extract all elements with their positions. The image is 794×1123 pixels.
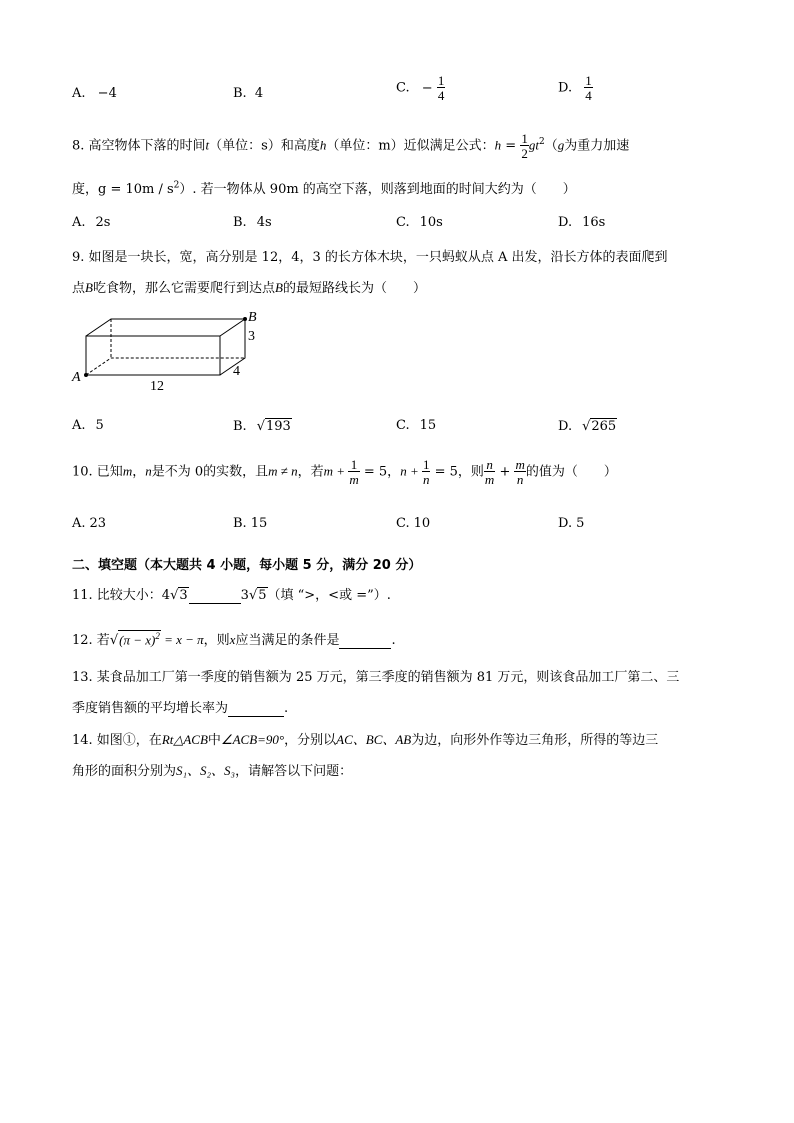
unit-exponent: 2 [173, 180, 180, 191]
expr-3-fraction-1 [484, 458, 495, 486]
label-length: 12 [150, 379, 164, 394]
sides: AC、BC、AB [336, 732, 412, 747]
q8-line-2 [72, 178, 576, 197]
q9-text: 的最短路线长为（ ） [282, 281, 426, 296]
q12-text: 12. 若 [72, 633, 110, 648]
option-letter: B. [233, 419, 247, 434]
q10-line [72, 458, 617, 486]
q10-option-b [233, 516, 267, 531]
q14-text: ，请解答以下问题： [235, 764, 353, 779]
label-width: 4 [233, 364, 240, 379]
q13-text: . [284, 701, 289, 716]
answer-blank[interactable] [189, 588, 241, 604]
radicand-group [118, 630, 161, 648]
q7-option-c [396, 74, 445, 102]
fraction-numerator: m [515, 457, 525, 472]
option-letter: C. [396, 418, 410, 433]
expr-1-pre: m + [323, 463, 349, 479]
option-value: 16s [582, 215, 606, 230]
formula-h: h [494, 137, 502, 153]
answer-blank[interactable] [228, 701, 284, 717]
radical-sign: √ [582, 419, 591, 434]
q10-text: 是不为 0的实数，且 [151, 464, 269, 480]
q10-option-a [72, 516, 106, 531]
fraction-denominator: 2 [521, 146, 528, 161]
option-value: 5 [95, 418, 104, 433]
point-b-dot [243, 317, 247, 321]
var-x: x [229, 632, 236, 647]
expr-3-plus: + [495, 464, 515, 480]
option-fraction [584, 74, 593, 102]
q10-text: ，则 [457, 464, 484, 480]
radicand: (π − x) [119, 632, 156, 647]
formula-exponent: 2 [538, 137, 545, 148]
point-a-dot [84, 373, 88, 377]
q14-text: 角形的面积分别为 [72, 764, 177, 779]
var-g: g [557, 137, 565, 153]
radicand: 3 [179, 588, 188, 603]
var-h: h [319, 137, 327, 153]
option-value: 15 [250, 516, 268, 531]
q13-text: 季度销售额的平均增长率为 [72, 701, 229, 716]
q8-text: ）. 若一物体从 90m 的高空下落，则落到地面的时间大约为（ ） [179, 182, 576, 197]
var-m: m [122, 463, 133, 479]
option-value: −4 [97, 86, 117, 101]
q12-line [72, 629, 396, 649]
q9-option-c [396, 418, 436, 433]
option-fraction [437, 74, 446, 102]
label-height: 3 [248, 329, 255, 344]
q8-option-c [396, 215, 443, 230]
q9-option-a [72, 418, 104, 433]
q9-option-b [233, 418, 292, 434]
fraction-denominator: m [484, 472, 495, 487]
formula-eq: = [501, 138, 521, 154]
q9-line-2 [72, 277, 426, 296]
q10-option-d [558, 516, 584, 531]
fraction-denominator: n [422, 472, 430, 487]
q9-line-1: 9. 如图是一块长，宽，高分别是 12，4，3 的长方体木块，一只蚂蚁从点 A 出发，沿长方体的表面爬到 [72, 250, 668, 265]
cuboid-hidden-edges [86, 358, 245, 375]
radicand: 193 [265, 419, 291, 434]
q14-text: ，分别以 [284, 733, 337, 748]
q10-text: ， [387, 464, 401, 480]
radicand: 5 [258, 588, 267, 603]
option-letter: C. [396, 215, 410, 230]
option-letter: A. [72, 215, 86, 230]
option-letter: A. [72, 86, 86, 101]
q14-line-2 [72, 760, 352, 779]
option-letter: B. [233, 86, 247, 101]
cuboid-figure [64, 306, 274, 396]
fraction-numerator: 1 [422, 457, 430, 472]
option-sign: − [421, 80, 433, 96]
fraction-denominator: m [349, 472, 359, 487]
option-value: 15 [419, 418, 437, 433]
q8-option-b [233, 215, 272, 230]
q8-text: 8. 高空物体下落的时间 [72, 138, 206, 154]
q10-text: 的值为（ ） [525, 464, 617, 480]
cuboid-top-face [86, 319, 245, 336]
q8-option-a [72, 215, 110, 230]
formula-gt: gt [528, 137, 539, 153]
q10-text: ， [132, 464, 146, 480]
triangle-name: Rt△ACB [161, 732, 208, 747]
q12-text: ，则 [203, 633, 230, 648]
option-value: 10 [413, 516, 431, 531]
option-letter: A. [72, 516, 86, 531]
radicand: 265 [591, 419, 617, 434]
radical-sign: √ [170, 588, 179, 603]
fraction-denominator: n [514, 471, 525, 486]
q8-text: （单位：m）近似满足公式： [326, 138, 495, 154]
areas: S₁、S₂、S₃ [176, 763, 236, 778]
option-letter: D. [558, 419, 573, 434]
q8-line-1 [72, 132, 629, 160]
label-b: B [248, 310, 257, 325]
cuboid-front-face [86, 336, 220, 375]
fraction-numerator: 1 [437, 73, 445, 88]
q14-text: 为边，向形外作等边三角形，所得的等边三 [411, 733, 659, 748]
q8-text: 度，g = 10m / s [72, 182, 174, 197]
var-n: n [145, 463, 152, 479]
option-value: 4 [254, 86, 264, 101]
q7-option-b [233, 86, 263, 101]
radical-sign: √ [256, 419, 265, 434]
radical-sign: √ [109, 633, 119, 648]
q11-line [72, 584, 391, 604]
fraction-numerator: 1 [350, 457, 358, 472]
option-letter: B. [233, 215, 247, 230]
fraction-numerator: n [486, 457, 493, 472]
q9-text: 点 [72, 281, 86, 296]
angle: ∠ACB=90° [220, 732, 285, 747]
q14-text: 中 [207, 733, 221, 748]
option-letter: C. [396, 516, 410, 531]
q14-text: 14. 如图①，在 [72, 733, 162, 748]
option-value: 10s [419, 215, 443, 230]
option-value: 23 [89, 516, 107, 531]
q10-text: ，若 [297, 464, 324, 480]
fraction-numerator: 1 [585, 73, 592, 88]
expr-2-pre: n + [400, 463, 422, 479]
q8-option-d [558, 215, 605, 230]
answer-blank[interactable] [339, 633, 391, 649]
q10-text: 10. 已知 [72, 464, 123, 480]
option-letter: D. [558, 80, 573, 96]
q11-text: （填 “>，<或 =”）. [267, 588, 391, 603]
condition-neq: m ≠ n [268, 463, 298, 479]
var-t: t [205, 137, 210, 153]
q12-expr: = x − π [160, 632, 204, 647]
point-b: B [85, 280, 93, 295]
option-letter: B. [233, 516, 247, 531]
option-value: 4s [256, 215, 272, 230]
fraction-denominator: 4 [437, 88, 445, 103]
exponent: 2 [155, 630, 160, 641]
q7-option-d [558, 74, 593, 102]
q14-line-1 [72, 729, 658, 748]
expr-3-fraction-2 [514, 458, 525, 486]
q7-option-a [72, 86, 117, 101]
q11-text: 3 [240, 588, 249, 603]
option-letter: A. [72, 418, 86, 433]
expr-1-post: = 5 [359, 464, 388, 480]
fraction-denominator: 4 [585, 88, 592, 103]
q10-option-c [396, 516, 430, 531]
q13-line-1: 13. 某食品加工厂第一季度的销售额为 25 万元，第三季度的销售额为 81 万元，则该食品加工厂第二、三 [72, 670, 680, 685]
q8-text: 为重力加速 [564, 138, 630, 154]
point-b: B [274, 280, 283, 295]
q8-text: （ [544, 138, 558, 154]
q12-text: 应当满足的条件是 [235, 633, 340, 648]
option-letter: D. [558, 215, 573, 230]
q9-option-d [558, 418, 617, 434]
q13-line-2 [72, 697, 288, 717]
option-value: 2s [95, 215, 111, 230]
radical-sign: √ [248, 588, 258, 603]
option-letter: D. [558, 516, 573, 531]
section-title: 二、填空题（本大题共 4 小题，每小题 5 分，满分 20 分） [72, 558, 422, 573]
expr-1-fraction [348, 458, 359, 486]
q8-text: （单位：s）和高度 [209, 138, 320, 154]
q9-text: 吃食物，那么它需要爬行到达点 [92, 281, 275, 296]
label-a: A [72, 370, 81, 385]
fraction-numerator: 1 [521, 131, 528, 146]
q12-text: . [391, 633, 396, 648]
q11-text: 11. 比较大小：4 [72, 588, 171, 603]
expr-2-post: = 5 [430, 464, 458, 480]
option-letter: C. [396, 80, 410, 96]
option-value: 5 [576, 516, 585, 531]
formula-fraction [520, 132, 529, 160]
